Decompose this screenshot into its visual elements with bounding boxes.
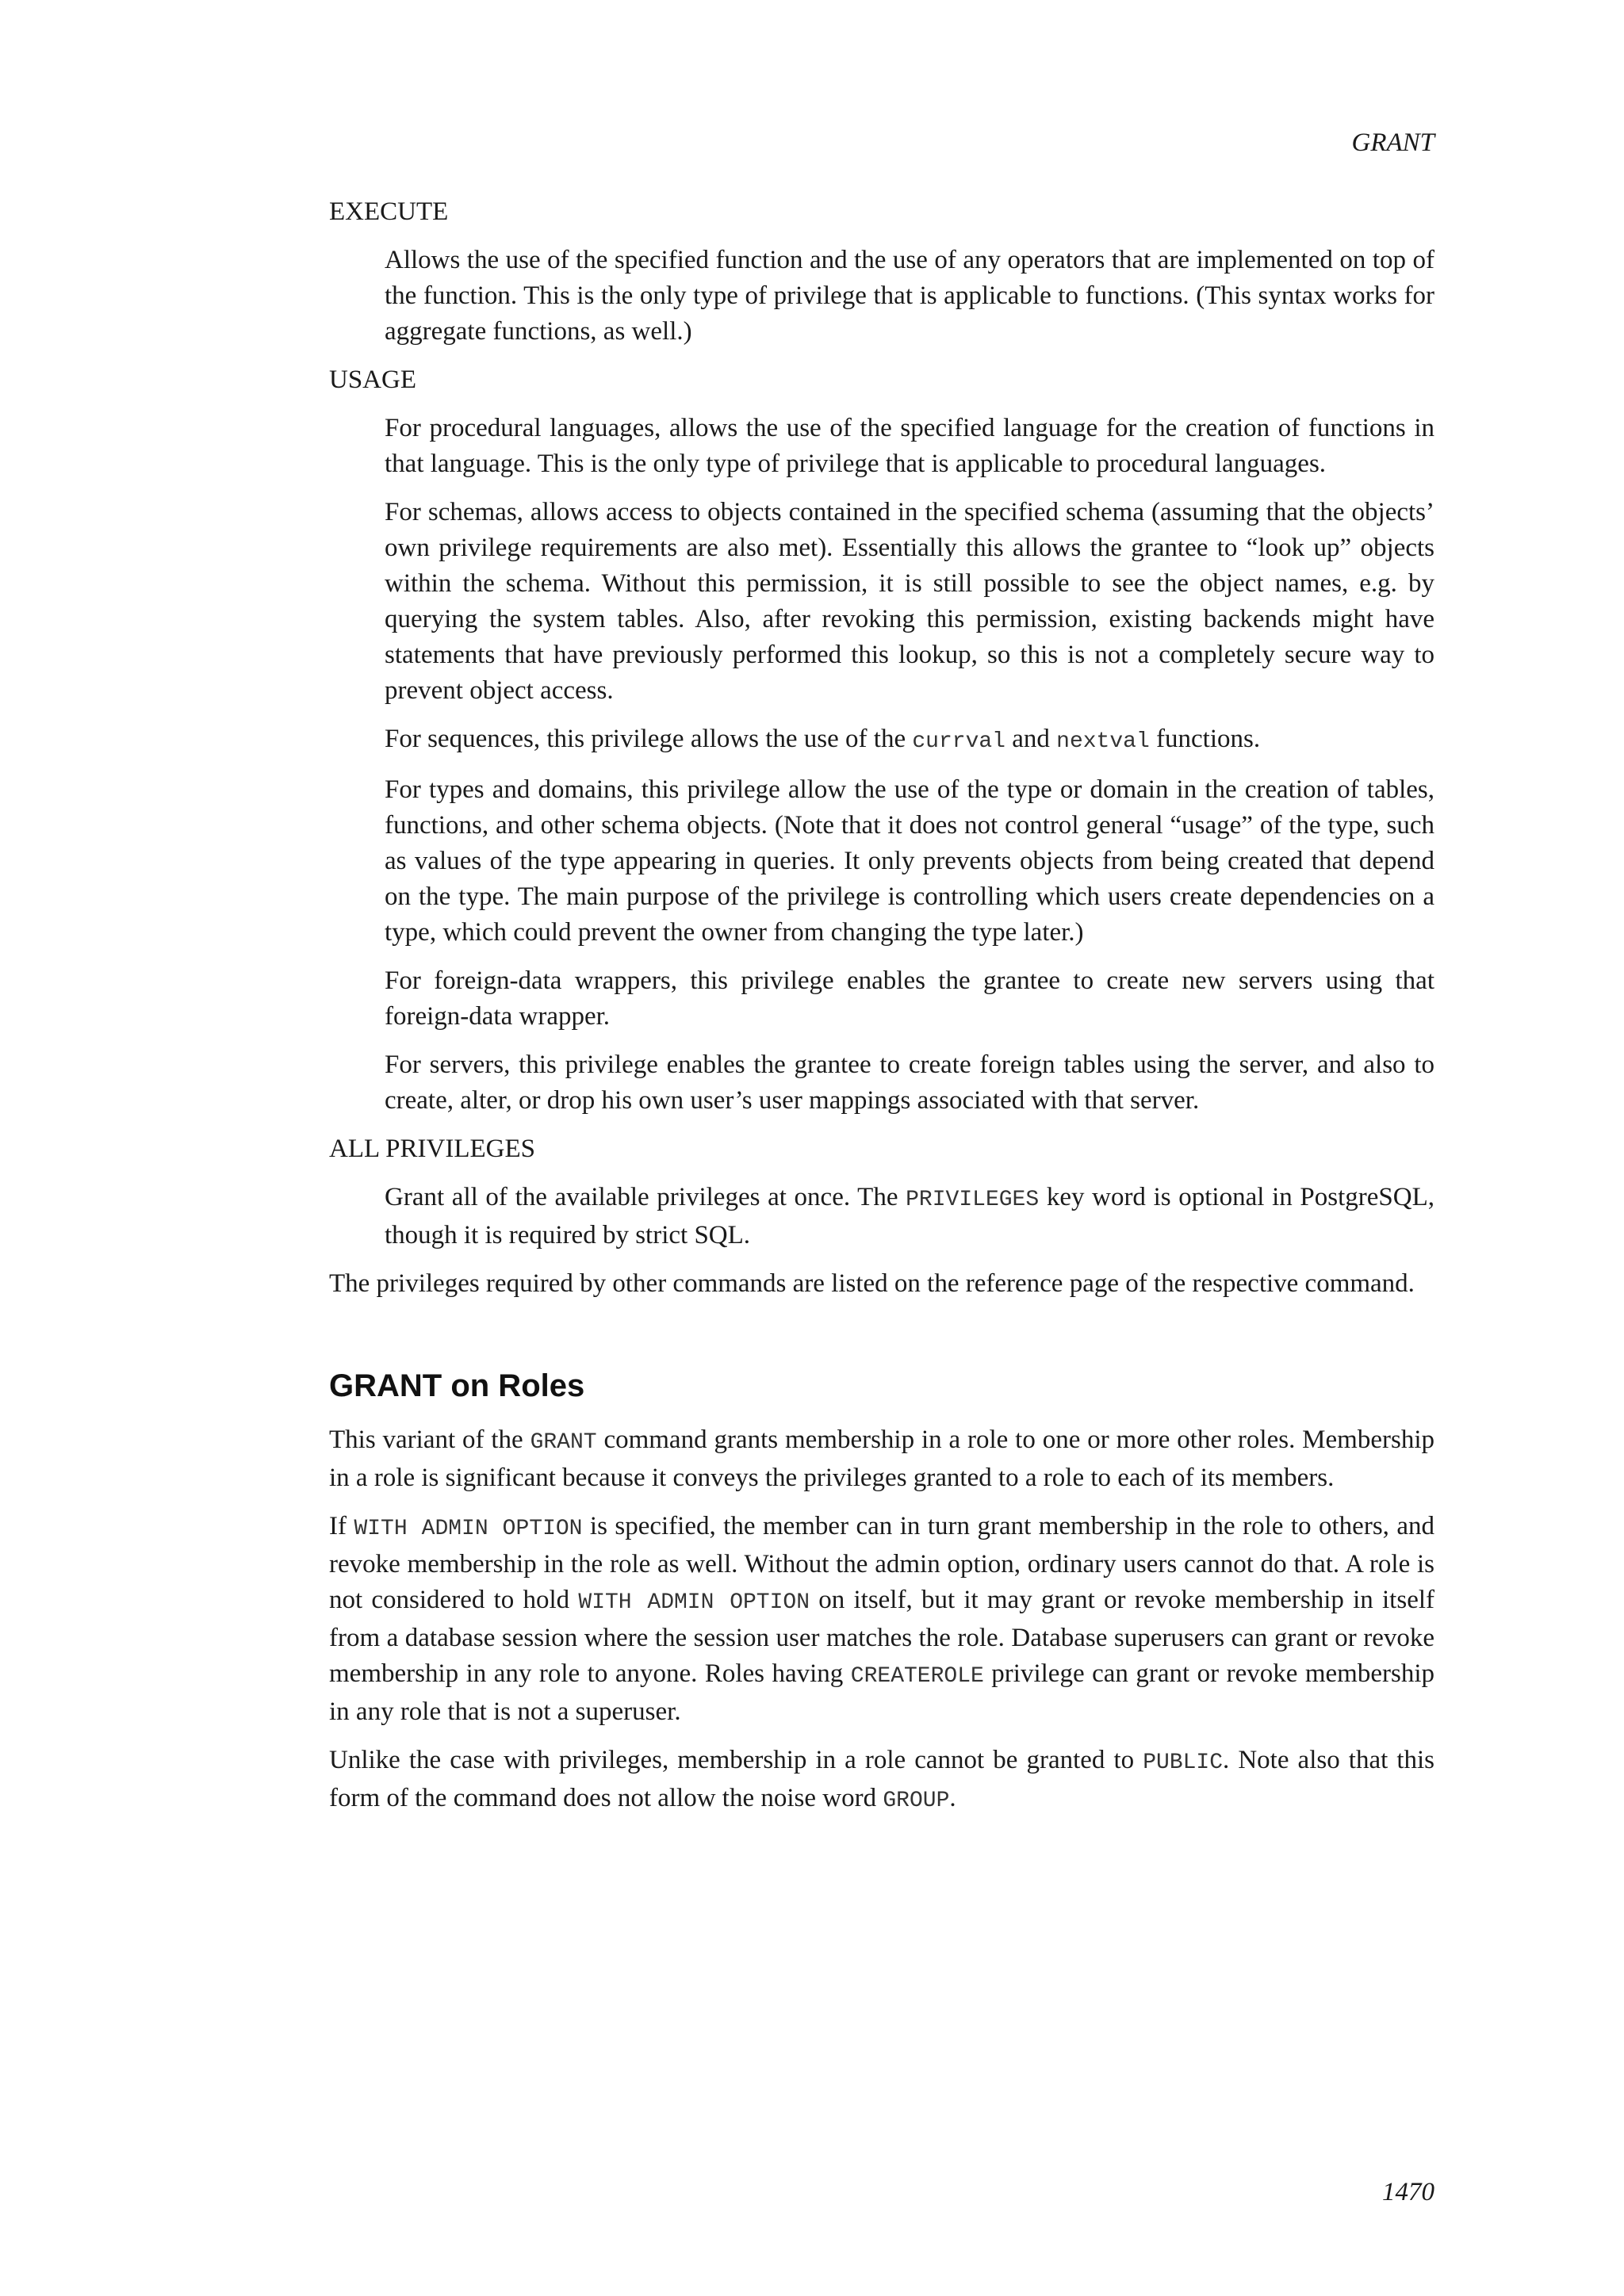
closing-paragraphs: [329, 1266, 1434, 1302]
text-run: This variant of the: [329, 1425, 530, 1454]
text-run: key word is optional in PostgreSQL, though it is required by strict SQL.: [385, 1183, 1434, 1249]
text-run: on itself, but it may grant or revoke membership in itself from a database session where the session user matches the role. Database superusers can grant or revoke membership in any role to anyone. Roles having: [329, 1586, 1434, 1688]
privilege-description: [385, 495, 1434, 709]
page-number: 1470: [1382, 2178, 1434, 2206]
running-head-title: GRANT: [1351, 128, 1434, 157]
code-literal: PRIVILEGES: [906, 1188, 1040, 1212]
text-run: For schemas, allows access to objects contained in the specified schema (assuming that the objects’ own privilege requirements are also met). Essentially this allows the grantee to “look up” objects within the schema. Without this permission, it is still possible to see the object names, e.g. by querying the system tables. Also, after revoking this permission, existing backends might have statements that have previously performed this lookup, so this is not a completely secure way to prevent object access.: [385, 498, 1434, 705]
text-run: Unlike the case with privileges, membership in a role cannot be granted to: [329, 1746, 1143, 1774]
text-run: is specified, the member can in turn grant membership in the role to others, and revoke membership in the role as well. Without the admin option, ordinary users cannot do that. A role is not considered to hold: [329, 1512, 1435, 1614]
privilege-description: [385, 963, 1434, 1035]
text-run: For servers, this privilege enables the grantee to create foreign tables using the server, and also to create, alter, or drop his own user’s user mappings associated with that server.: [385, 1050, 1434, 1115]
section-paragraph: [329, 1743, 1434, 1819]
text-run: and: [1005, 725, 1057, 753]
text-run: . Note also that this form of the command does not allow the noise word: [329, 1746, 1434, 1812]
code-literal: CREATEROLE: [850, 1664, 984, 1689]
privilege-description: [385, 721, 1434, 760]
privilege-description: [385, 411, 1434, 482]
code-literal: GRANT: [530, 1430, 597, 1455]
text-run: If: [329, 1512, 354, 1540]
privilege-term: ALL PRIVILEGES: [329, 1135, 536, 1163]
privilege-description: [385, 772, 1434, 951]
text-run: Allows the use of the specified function and the use of any operators that are implemented on top of the function. This is the only type of privilege that is applicable to functions. (This syntax works for aggregate functions, as well.): [385, 246, 1434, 346]
text-run: For foreign-data wrappers, this privilege enables the grantee to create new servers using that foreign-data wrapper.: [385, 966, 1434, 1031]
text-run: For procedural languages, allows the use of the specified language for the creation of functions in that language. This is the only type of privilege that is applicable to procedural languages.: [385, 414, 1434, 478]
privilege-description: [385, 243, 1434, 350]
code-literal: GROUP: [883, 1789, 950, 1813]
privilege-term: USAGE: [329, 365, 417, 394]
section-heading: GRANT on Roles: [329, 1368, 585, 1403]
text-run: For sequences, this privilege allows the use of the: [385, 725, 913, 753]
code-literal: nextval: [1056, 729, 1150, 754]
text-run: For types and domains, this privilege allow the use of the type or domain in the creation of tables, functions, and other schema objects. (Note that it does not control general “usage” of the type, such as values of the type appearing in queries. It only prevents objects from being created that depend on the type. The main purpose of the privilege is controlling which users create dependencies on a type, which could prevent the owner from changing the type later.): [385, 775, 1434, 947]
text-run: The privileges required by other commands are listed on the reference page of the respective command.: [329, 1269, 1415, 1298]
code-literal: currval: [912, 729, 1005, 754]
section-body: [329, 1422, 1434, 1819]
text-run: Grant all of the available privileges at once. The: [385, 1183, 906, 1211]
section-paragraph: [329, 1422, 1434, 1496]
code-literal: PUBLIC: [1143, 1751, 1224, 1775]
code-literal: WITH ADMIN OPTION: [578, 1590, 810, 1615]
code-literal: WITH ADMIN OPTION: [354, 1517, 583, 1541]
page-content: [329, 194, 1434, 1831]
text-run: privilege can grant or revoke membership in any role that is not a superuser.: [329, 1659, 1434, 1726]
text-run: functions.: [1149, 725, 1261, 753]
privilege-term-list: [329, 194, 1434, 1253]
privilege-term: EXECUTE: [329, 197, 449, 226]
privilege-description: [385, 1180, 1434, 1253]
body-paragraph: [329, 1266, 1434, 1302]
text-run: .: [949, 1784, 956, 1812]
text-run: command grants membership in a role to one or more other roles. Membership in a role is significant because it conveys the privileges granted to a role to each of its members.: [329, 1425, 1434, 1492]
section-paragraph: [329, 1509, 1434, 1730]
privilege-description: [385, 1047, 1434, 1119]
